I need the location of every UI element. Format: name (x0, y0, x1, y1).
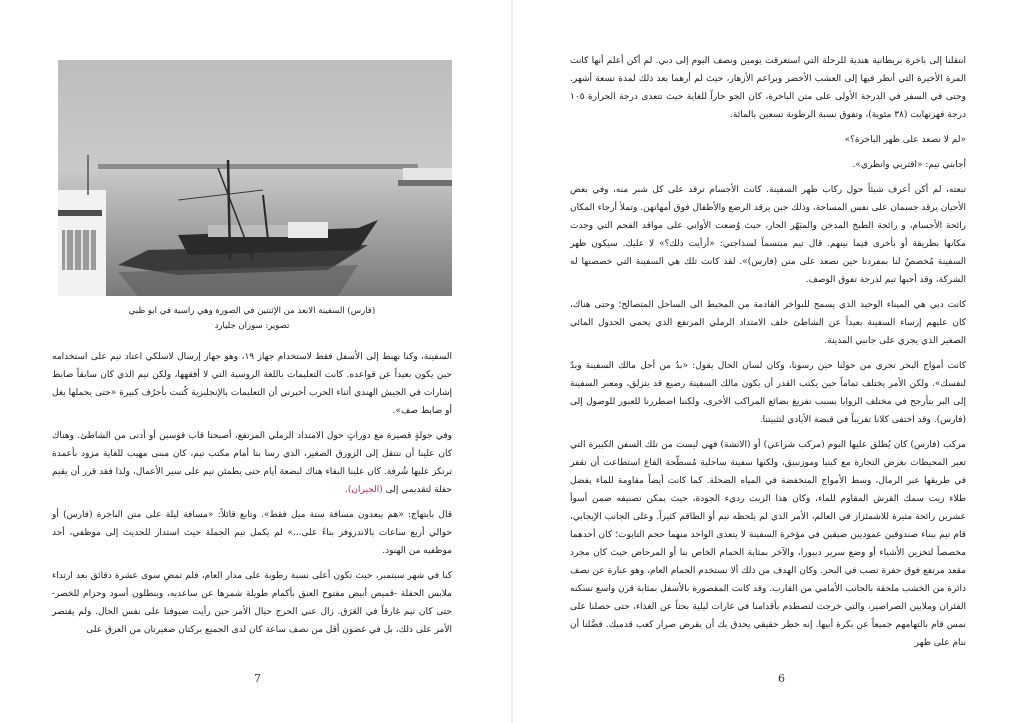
right-paragraph-5: مركب (فارس) كان يُطلق عليها اليوم (مركب شراعي) أو (الانشة) فهي ليست من تلك السفن الكبيرة التي تعبر المحيطات بغرض التجارة مع كينيا وموزنبيق، ولكنها سفينة ساحلية مُسطّحة القاع استطاعت أن تقفز في طريقها عبر الرمال، وسط الأمواج المنخفضة في المياه الضحلة. كما كانت أيضاً مقاومة للماء بفضل طلاء زيت سمك القرش المقاوم للماء، وكان هذا الزيت رديء الجودة، حيث يمكن تصنيفه ضمن أسوأ عشرين رائحة مثيرة للاشمئزاز في العالم، الأمر الذي لم يلحظه تيم أو الطاقم كثيراً. وعلى الجانب الإيجابي، قام تيم ببناء صندوقين عموديين ضيقين في مؤخرة السفينة لا يتعدى الواحد منهما حجم التابوت؛ كان أحدهما مخصصاً لتخزين الأشياء أو وضع سرير ديبورا، والآخر بمثابة الحمام الخاص بنا أو المرحاض حيث كان مجرد مقعد مرتفع فوق حفرة تصب في البحر. وكان الهدف من ذلك ألا نستخدم الحمام العام، وهو عبارة عن نصف دائرة من الخشب ملحقة بالجانب الأمامي من القارب. وقد كانت المقصورة بالأسفل بمثابة قرن واسع تسكنه الفئران وملايين الصراصير، والتي خرجت لتصطدم بأقدامنا في غارات ليلية بحثاً عن الغذاء، حتى حصلنا على نمس قام بالتهامهم جميعاً عن بكرة أبيها. إنه خطر حقيقي يحدق بك أن يقرض صرار كعب قدميك. فضَّلنا أن ننام على ظهر (570, 440, 966, 648)
right-page (570, 52, 966, 659)
page-number-left: 7 (254, 672, 261, 685)
right-paragraph-4: كانت أمواج البحر تجري من حولنا حين رسونا، وكان لسان الحال يقول: «بدٌ من أجل مالك السفينة وبدٌ لنفسك». ولكن الأمر يختلف تماماً حين يكتب القدر أن يكون مالك السفينة رضيع قد يتزلق، ومعبر السفينة إلى البر يتأرجح في مختلف الزوايا بسبب تفريغ بضائع المراكب الأخرى، ولكننا اضطررنا للعبور للوصول إلى (فارس). وقد اختفى كلانا تقريباً في قبضة الأيادي لتثبيتنا. (570, 361, 966, 425)
photo-caption (52, 304, 452, 334)
dialogue-line-2: أجابني تيم: «اقتربي وانظري». (852, 160, 966, 170)
highlighted-neighbors: (الجيران). (345, 485, 383, 495)
right-paragraph-1: انتقلنا إلى باخرة بريطانية هندية للرحلة التي استغرقت يومين ونصف اليوم إلى دبي. لم أكن أعلم أنها كانت المرة الأخيرة التي أنظر فيها إلى العشب الأخضر وبراعم الأزهار، حيث لم أرهما بعد ذلك لمدة تسعة أشهر. وحتى في السفر في الدرجة الأولى على متن الباخرة، كان الجو حاراً للغاية حيث تتعدى درجة الحرارة ١٠٥ درجة فهرنهايت (٣٨ مئوية)، وتفوق نسبة الرطوبة تسعين بالمائة. (570, 56, 966, 120)
left-paragraph-1: السفينة، وكنا نهبط إلى الأسفل فقط لاستخدام جهاز ١٩، وهو جهاز إرسال لاسلكي اعتاد تيم على استخدامه حين يكون بعيداً عن قواعده. كانت التعليمات باللغة الروسية التي لا أفقهها، ولكن تيم الذي كان سابقاً ضابط إشارات في الجيش الهندي أثناء الحرب أخبرني أن التعليمات بالإنجليزية كُتبت بأحرُف كبيرة «حتى يحملها بغل أو ضابط صف». (52, 352, 452, 416)
dhow-photo-illustration (58, 60, 452, 296)
left-paragraph-2 (52, 427, 452, 499)
page-gutter (511, 0, 513, 723)
left-paragraph-3: قال بابتهاج: «هم يبعدون مسافة ستة ميل فقط». وتابع قائلاً: «مسافة ليلة على متن الباخرة (فارس) أو حوالي أربع ساعات بالاندروفر بناءً على...» لم يكمل تيم الجملة حيث استدار للحديث إلى موظفي، أحد موظفيه من الهنود. (52, 510, 452, 556)
dialogue-line-1: «لم لا نصعد على ظهر الباخرة؟» (844, 135, 966, 145)
right-paragraph-2: تبعته، لم أكن أعرف شيئاً حول ركاب ظهر السفينة. كانت الأجسام ترقد على كل شبر منه، وفي بعض الأحيان يرقد جسمان على نفس المساحة، وذلك حين يرقد الرضع والأطفال فوق أمهاتهن. وتملأ أرجاء المكان رائحة الأجسام، و رائحة الطبخ المدخن والمبَهّر الحار، حيث وُضعت الأواني على مواقد الفحم التي وجدت مكانها بطريقة أو بأخرى فيما بينهم. قال تيم مبتسماً لسذاجتي: «أرأيت ذلك؟» لا عليك. سيكون ظهر السفينة مُخصصٌ لنا بمفردنا حين نصعد على متن (فارس)». لقد كانت تلك هي السفينة التي خصصتها له الشركة، وقد أحبها تيم لدرجة تفوق الوصف. (570, 185, 966, 285)
page-number-right: 6 (778, 672, 785, 685)
dhow-photo (58, 60, 452, 296)
left-paragraph-4: كنا في شهر سبتمبر، حيث تكون أعلى نسبة رطوبة على مدار العام، فلم تمضِ سوى عشرة دقائق بعد ارتداء ملابس الحفلة -قميص أبيض مفتوح العنق بأكمام طويلة شمرها عن ساعديه، وبنطلون أسود وحزام للخصر- حتى كان تيم غارقاً في العَرَق. زال عني الحرج حيال الأمر حين رأيت ضيوفنا على نفس الحال. ولم يقتصر الأمر على ذلك، بل في غضون أقل من نصف ساعة كان لدى الجميع بركتان صغيرتان من العرق على (52, 571, 452, 635)
caption-line-1: (فارس) السفينة الابعد من الإثنتين في الصورة وهي راسية في ابو ظبي (128, 306, 376, 316)
left-page (52, 52, 452, 646)
left-paragraph-2-text: وفي جولةٍ قصيرة مع دوراتٍ حول الامتداد الرملي المرتفع، أصبحنا قاب قوسين أو أدنى من الشاطئ. وهناك كان علينا أن ننتقل إلى الزورق الصغير، الذي رسا بنا أمام مكتب تيم، كان مبنى مهيب للغاية مزود بأعمدة ترتكز عليها شُرفة. كان علينا البقاء هناك لبضعة أيام حتى يطمئن تيم على سير الأعمال، ولذا فقد قرر أن يقيم حفلة لتقديمي إلى (52, 431, 452, 495)
right-paragraph-3: كانت دبي هي الميناء الوحيد الذي يسمح للبواخر القادمة من المحيط الى الساحل المتصالح؛ وحتى هناك، كان عليهم إرساء السفينة بعيداً عن الشاطئ خلف الامتداد الرملي المرتفع الذي يحمي الجدول المائي الصغير الذي يجري على جانبي المدينة. (570, 300, 966, 346)
caption-line-2: تصوير: سوزان جليارد (214, 321, 290, 331)
